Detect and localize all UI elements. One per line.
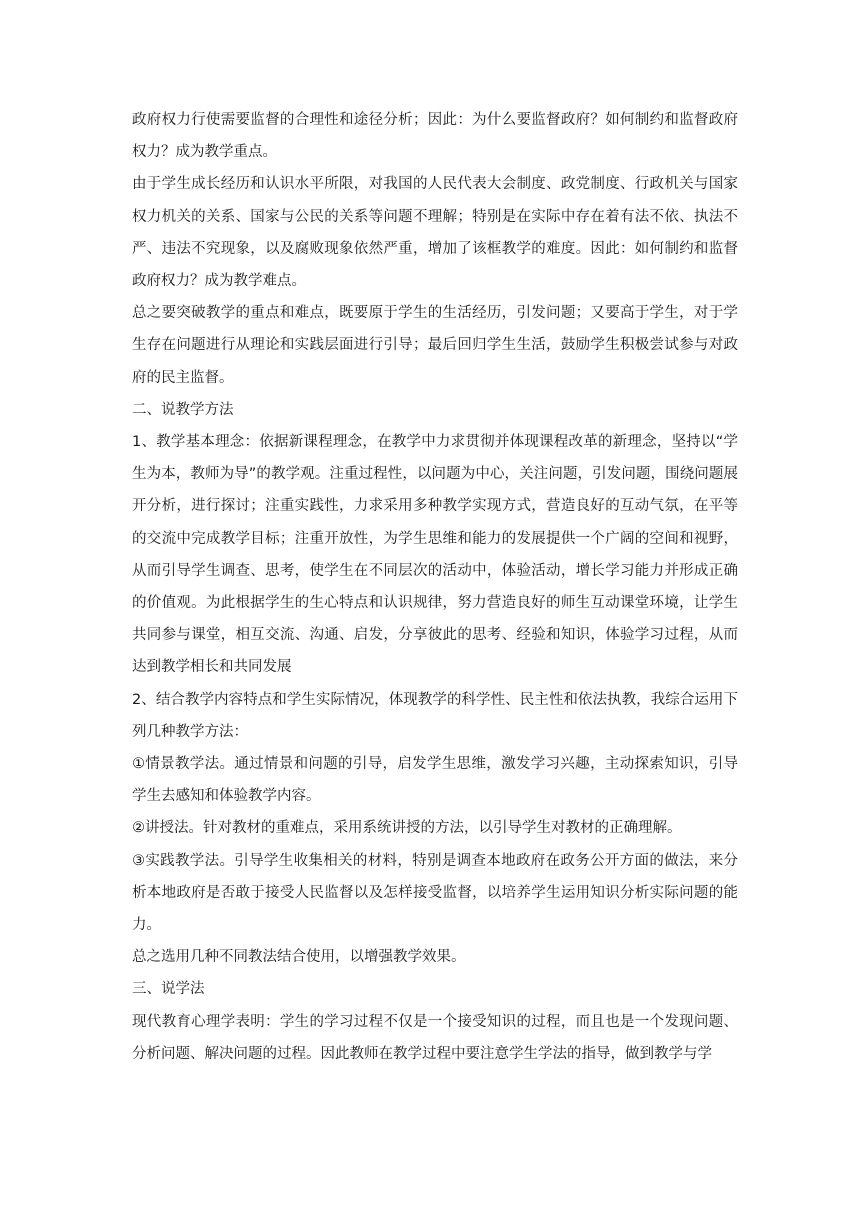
paragraph-learning-psychology: 现代教育心理学表明：学生的学习过程不仅是一个接受知识的过程，而且也是一个发现问题、分析问题、解决问题的过程。因此教师在教学过程中要注意学生学法的指导，做到教学与学	[132, 1013, 738, 1062]
paragraph-methods-summary: 总之选用几种不同教法结合使用，以增强教学效果。	[132, 949, 466, 966]
paragraph-difficult-points: 由于学生成长经历和认识水平所限，对我国的人民代表大会制度、政党制度、行政机关与国家权力机关的关系、国家与公民的关系等问题不理解；特别是在实际中存在着有法不依、执法不严、违法不究现象，以及腐败现象依然严重，增加了该框教学的难度。因此：如何制约和监督政府权力？成为教学难点。	[132, 176, 738, 290]
section-heading-learning-methods: 三、说学法	[132, 981, 205, 998]
paragraph-method-lecture: ②讲授法。针对教材的重难点，采用系统讲授的方法，以引导学生对教材的正确理解。	[132, 820, 682, 837]
paragraph-teaching-philosophy: 1、教学基本理念：依据新课程理念，在教学中力求贯彻并体现课程改革的新理念，坚持以“学生为本，教师为导”的教学观。注重过程性，以问题为中心，关注问题，引发问题，围绕问题展开分析，进行探讨；注重实践性，力求采用多种教学实现方式，营造良好的互动气氛，在平等的交流中完成教学目标；注重开放性，为学生思维和能力的发展提供一个广阔的空间和视野，从而引导学生调查、思考，使学生在不同层次的活动中，体验活动，增长学习能力并形成正确的价值观。为此根据学生的生心特点和认识规律，努力营造良好的师生互动课堂环境，让学生共同参与课堂，相互交流、沟通、启发，分享彼此的思考、经验和知识，体验学习过程，从而达到教学相长和共同发展	[132, 434, 738, 676]
paragraph-methods-intro: 2、结合教学内容特点和学生实际情况，体现教学的科学性、民主性和依法执教，我综合运用下列几种教学方法：	[132, 691, 738, 740]
paragraph-method-situational: ①情景教学法。通过情景和问题的引导，启发学生思维，激发学习兴趣，主动探索知识，引导学生去感知和体验教学内容。	[132, 756, 738, 805]
paragraph-key-points: 政府权力行使需要监督的合理性和途径分析；因此：为什么要监督政府？如何制约和监督政府权力？成为教学重点。	[132, 112, 738, 161]
paragraph-method-practice: ③实践教学法。引导学生收集相关的材料，特别是调查本地政府在政务公开方面的做法，来分析本地政府是否敢于接受人民监督以及怎样接受监督，以培养学生运用知识分析实际问题的能力。	[132, 852, 738, 934]
section-heading-teaching-methods: 二、说教学方法	[132, 401, 234, 418]
document-body	[132, 104, 738, 1070]
paragraph-summary: 总之要突破教学的重点和难点，既要原于学生的生活经历，引发问题；又要高于学生，对于学生存在问题进行从理论和实践层面进行引导；最后回归学生生活，鼓励学生积极尝试参与对政府的民主监督。	[132, 305, 738, 386]
